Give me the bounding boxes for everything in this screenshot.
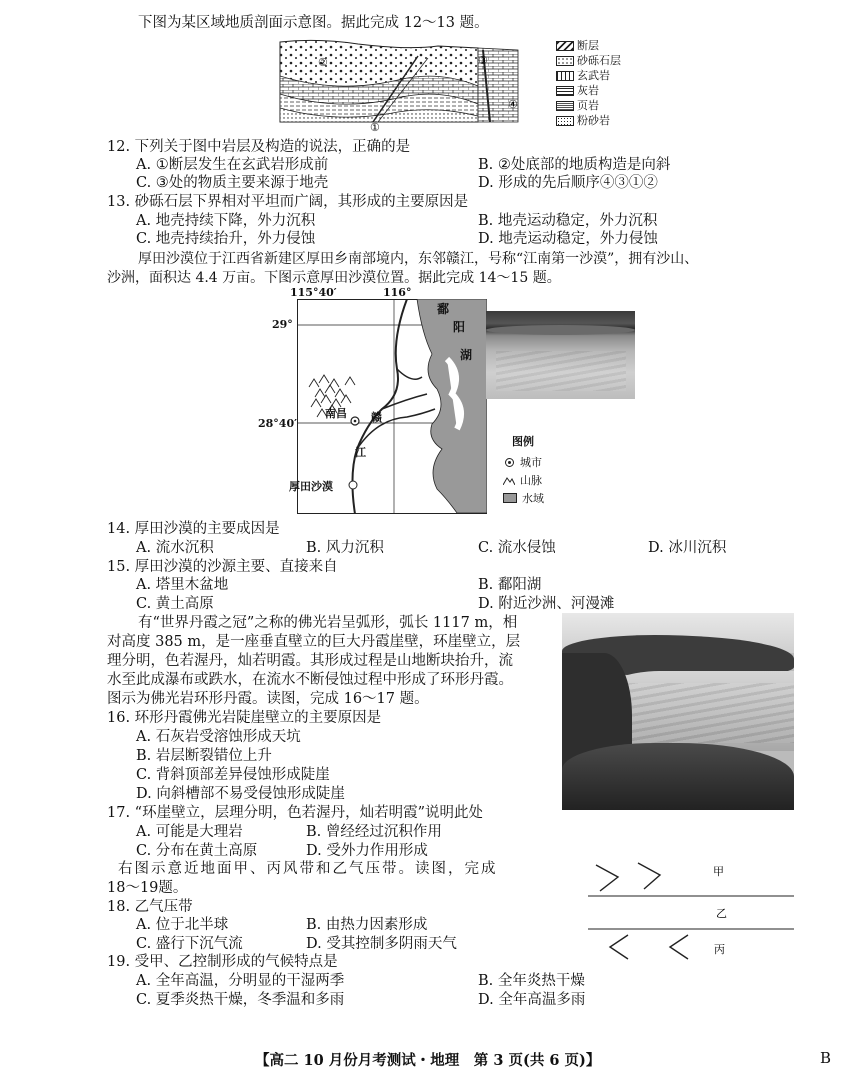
question-12-stem: 12. 下列关于图中岩层及构造的说法，正确的是: [107, 139, 411, 155]
mark-4: ④: [508, 98, 518, 111]
map-legend-title: 图例: [512, 435, 534, 448]
legend-siltstone: 粉砂岩: [556, 115, 621, 127]
map-lat-1: 29°: [272, 318, 293, 331]
q17-option-c: C. 分布在黄土高原: [136, 843, 258, 859]
q17-option-b: B. 曾经经过沉积作用: [306, 824, 442, 840]
q16-option-d: D. 向斜槽部不易受侵蚀形成陡崖: [136, 786, 345, 802]
intro-16-17-line1: 有“世界丹霞之冠”之称的佛光岩呈弧形，弧长 1117 m，相: [138, 615, 518, 631]
q13-option-c: C. 地壳持续抬升，外力侵蚀: [136, 231, 316, 247]
map-legend-mountain: 山脉: [503, 472, 542, 488]
legend-limestone: 灰岩: [556, 85, 621, 97]
q13-option-a: A. 地壳持续下降，外力沉积: [136, 213, 316, 229]
wind-pressure-belt-diagram: [588, 855, 794, 965]
mark-2: ②: [318, 56, 328, 69]
q14-option-b: B. 风力沉积: [306, 540, 384, 556]
q13-option-d: D. 地壳运动稳定，外力侵蚀: [478, 231, 658, 247]
q15-option-a: A. 塔里木盆地: [136, 577, 229, 593]
q15-option-d: D. 附近沙洲、河漫滩: [478, 596, 615, 612]
map-river-char-2: 江: [355, 446, 366, 459]
q12-option-c: C. ③处的物质主要来源于地壳: [136, 175, 329, 191]
page-footer: 【高二 10 月份月考测试・地理 第 3 页(共 6 页)】: [255, 1052, 601, 1069]
q19-option-a: A. 全年高温，分明显的干湿两季: [136, 973, 345, 989]
question-18-stem: 18. 乙气压带: [107, 899, 193, 915]
danxia-photo: [562, 613, 794, 810]
geologic-legend: [556, 40, 621, 127]
q14-option-a: A. 流水沉积: [136, 540, 214, 556]
q19-option-c: C. 夏季炎热干燥，冬季温和多雨: [136, 992, 345, 1008]
intro-14-15-line1: 厚田沙漠位于江西省新建区厚田乡南部境内，东邻赣江，号称“江南第一沙漠”，拥有沙山、: [138, 251, 699, 267]
wind-arrows-jia: [596, 863, 660, 891]
q18-option-b: B. 由热力因素形成: [306, 917, 428, 933]
map-legend-city: 城市: [505, 454, 542, 470]
intro-12-13: 下图为某区域地质剖面示意图。据此完成 12～13 题。: [138, 15, 489, 31]
question-13-stem: 13. 砂砾石层下界相对平坦而广阔，其形成的主要原因是: [107, 194, 469, 210]
question-16-stem: 16. 环形丹霞佛光岩陡崖壁立的主要原因是: [107, 710, 382, 726]
map-lake-char-3: 湖: [460, 348, 473, 362]
label-bing: 丙: [714, 943, 725, 956]
q14-option-d: D. 冰川沉积: [648, 540, 727, 556]
intro-14-15-line2: 沙洲，面积达 4.4 万亩。下图示意厚田沙漠位置。据此完成 14～15 题。: [107, 270, 561, 286]
question-19-stem: 19. 受甲、乙控制形成的气候特点是: [107, 954, 338, 970]
label-yi: 乙: [716, 907, 727, 920]
q16-option-c: C. 背斜顶部差异侵蚀形成陡崖: [136, 767, 330, 783]
map-lat-2: 28°40′: [258, 417, 298, 430]
q18-option-c: C. 盛行下沉气流: [136, 936, 243, 952]
question-15-stem: 15. 厚田沙漠的沙源主要、直接来自: [107, 559, 338, 575]
map-legend-water: 水域: [503, 490, 544, 506]
map-river-char-1: 赣: [371, 411, 382, 424]
map-city-label: 南昌: [325, 407, 347, 420]
map-lake-char-2: 阳: [453, 320, 466, 334]
wind-arrows-bing: [610, 935, 688, 959]
legend-basalt: 玄武岩: [556, 70, 621, 82]
intro-16-17-line2: 对高度 385 m，是一座垂直壁立的巨大丹霞崖壁，环崖壁立，层: [107, 634, 521, 650]
q19-option-d: D. 全年高温多雨: [478, 992, 586, 1008]
legend-shale: 页岩: [556, 100, 621, 112]
q14-option-c: C. 流水侵蚀: [478, 540, 556, 556]
intro-18-19-line2: 18～19题。: [107, 880, 188, 896]
q16-option-a: A. 石灰岩受溶蚀形成天坑: [136, 729, 301, 745]
question-14-stem: 14. 厚田沙漠的主要成因是: [107, 521, 280, 537]
map-lon-2: 116°: [383, 286, 412, 299]
city-icon: [505, 458, 514, 467]
q18-option-d: D. 受其控制多阴雨天气: [306, 936, 457, 952]
q19-option-b: B. 全年炎热干燥: [478, 973, 585, 989]
geologic-profile-figure: [278, 36, 550, 132]
q12-option-b: B. ②处底部的地质构造是向斜: [478, 157, 671, 173]
q17-option-a: A. 可能是大理岩: [136, 824, 243, 840]
paper-version-label: B: [820, 1049, 832, 1067]
mark-3: ③: [478, 54, 488, 67]
q17-option-d: D. 受外力作用形成: [306, 843, 428, 859]
q12-option-d: D. 形成的先后顺序④③①②: [478, 175, 658, 191]
question-17-stem: 17. “环崖壁立，层理分明，色若渥丹，灿若明霞”说明此处: [107, 805, 483, 821]
q12-option-a: A. ①断层发生在玄武岩形成前: [136, 157, 329, 173]
intro-16-17-line5: 图示为佛光岩环形丹霞。读图，完成 16～17 题。: [107, 691, 429, 707]
q13-option-b: B. 地壳运动稳定，外力沉积: [478, 213, 658, 229]
q18-option-a: A. 位于北半球: [136, 917, 229, 933]
mountain-icon: [503, 476, 515, 485]
intro-16-17-line3: 理分明，色若渥丹，灿若明霞。其形成过程是山地断块抬升，流: [107, 653, 513, 669]
q15-option-b: B. 鄱阳湖: [478, 577, 542, 593]
intro-16-17-line4: 水至此成瀑布或跌水，在流水不断侵蚀过程中形成了环形丹霞。: [107, 672, 513, 688]
desert-photo: [486, 311, 635, 399]
desert-marker-icon: [349, 481, 357, 489]
q15-option-c: C. 黄土高原: [136, 596, 214, 612]
intro-18-19-line1: 右图示意近地面甲、丙风带和乙气压带。读图，完成: [118, 861, 498, 877]
q16-option-b: B. 岩层断裂错位上升: [136, 748, 272, 764]
label-jia: 甲: [713, 865, 724, 878]
map-lon-1: 115°40′: [290, 286, 337, 299]
map-lake-char-1: 鄱: [437, 302, 450, 316]
mark-1: ①: [370, 121, 380, 132]
map-desert-label: 厚田沙漠: [289, 480, 333, 493]
water-swatch: [503, 493, 517, 503]
legend-gravel: 砂砾石层: [556, 55, 621, 67]
legend-fault: 断层: [556, 40, 621, 52]
